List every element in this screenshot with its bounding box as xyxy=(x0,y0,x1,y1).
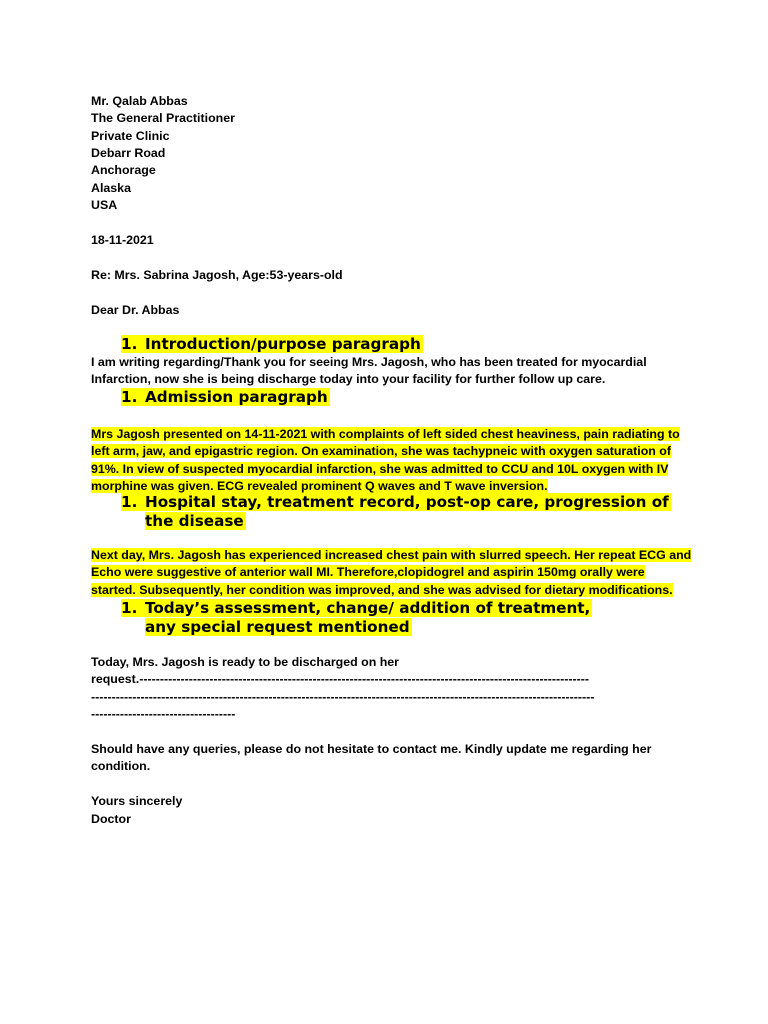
section-number: 1. xyxy=(121,335,138,353)
section-heading-admission xyxy=(121,388,330,407)
salutation: Dear Dr. Abbas xyxy=(91,303,180,317)
admission-paragraph xyxy=(91,426,691,496)
paragraph-line: Should have any queries, please do not hesitate to contact me. Kindly update me regarding her xyxy=(91,742,652,756)
introduction-paragraph xyxy=(91,354,691,389)
section-number: 1. xyxy=(121,493,138,511)
recipient-title: The General Practitioner xyxy=(91,111,235,125)
signoff: Yours sincerely xyxy=(91,794,183,808)
section-heading-hospital-stay xyxy=(121,493,671,531)
section-heading-text: the disease xyxy=(145,512,244,530)
paragraph-line: 91%. In view of suspected myocardial infarction, she was admitted to CCU and 10L oxygen with IV xyxy=(91,461,669,476)
paragraph-line: Next day, Mrs. Jagosh has experienced increased chest pain with slurred speech. Her repeat ECG and xyxy=(91,548,692,562)
section-heading-text: Admission paragraph xyxy=(145,388,328,406)
paragraph-line: condition. xyxy=(91,759,151,774)
paragraph-line: Mrs Jagosh presented on 14-11-2021 with complaints of left sided chest heaviness, pain radiating to xyxy=(91,427,680,441)
paragraph-line: Today, Mrs. Jagosh is ready to be discharged on her xyxy=(91,655,400,669)
paragraph-line: left arm, jaw, and epigastric region. On examination, she was tachypneic with oxygen saturation of xyxy=(91,444,671,459)
paragraph-line: started. Subsequently, her condition was improved, and she was advised for dietary modifications. xyxy=(91,582,673,597)
section-heading-text: Today’s assessment, change/ addition of treatment, xyxy=(145,599,591,617)
paragraph-line: morphine was given. ECG revealed prominent Q waves and T wave inversion. xyxy=(91,479,548,494)
section-heading-text: Hospital stay, treatment record, post-op care, progression of xyxy=(145,493,669,511)
closing-paragraph xyxy=(91,741,691,776)
assessment-paragraph xyxy=(91,654,681,724)
recipient-name: Mr. Qalab Abbas xyxy=(91,94,188,108)
paragraph-line: Echo were suggestive of anterior wall MI. Therefore,clopidogrel and aspirin 150mg orally were xyxy=(91,565,645,580)
recipient-clinic: Private Clinic xyxy=(91,129,170,143)
section-number: 1. xyxy=(121,388,138,406)
section-heading-assessment xyxy=(121,599,592,637)
dashed-line: -------------------------------------------------------------------------------------------------------------------------- xyxy=(91,689,595,704)
section-heading-introduction xyxy=(121,335,423,354)
section-heading-text: any special request mentioned xyxy=(145,618,410,636)
recipient-state: Alaska xyxy=(91,181,131,195)
dashed-line: ----------------------------------- xyxy=(91,707,236,722)
recipient-city: Anchorage xyxy=(91,163,156,177)
paragraph-line: I am writing regarding/Thank you for seeing Mrs. Jagosh, who has been treated for myocardial xyxy=(91,355,647,369)
hospital-stay-paragraph xyxy=(91,547,691,599)
signature: Doctor xyxy=(91,812,131,826)
re-line: Re: Mrs. Sabrina Jagosh, Age:53-years-old xyxy=(91,268,343,282)
recipient-country: USA xyxy=(91,198,118,212)
paragraph-line: Infarction, now she is being discharge today into your facility for further follow up care. xyxy=(91,372,606,387)
recipient-street: Debarr Road xyxy=(91,146,166,160)
dashed-line: request.------------------------------------------------------------------------------------------------------------- xyxy=(91,672,589,687)
section-number: 1. xyxy=(121,599,138,617)
letter-date: 18-11-2021 xyxy=(91,233,154,247)
section-heading-text: Introduction/purpose paragraph xyxy=(145,335,421,353)
